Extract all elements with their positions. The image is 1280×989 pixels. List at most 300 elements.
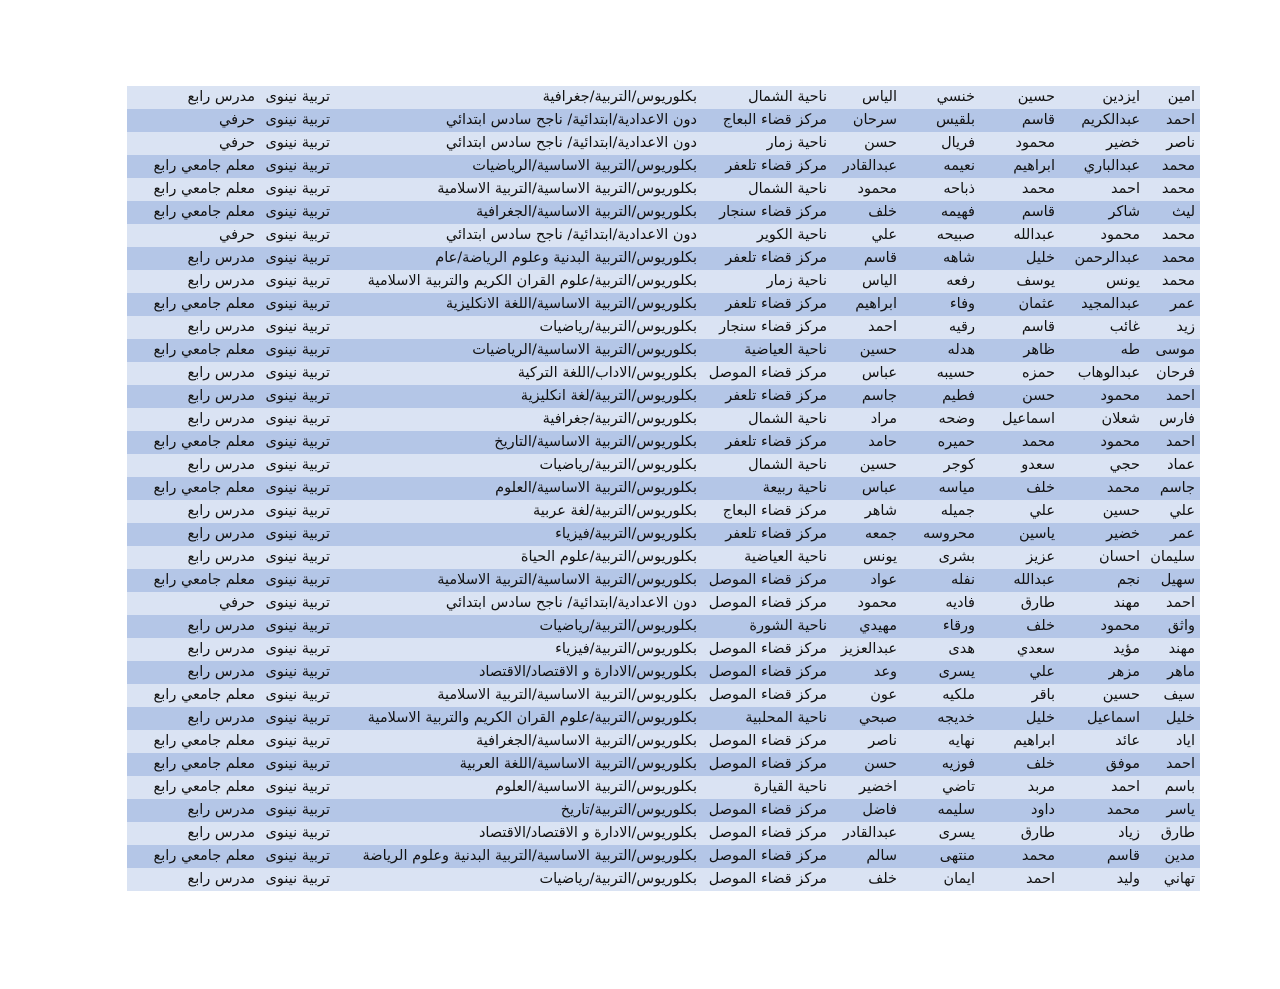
cell-grandfather-name: سعدي xyxy=(1016,641,1055,657)
cell-first-name: تهاني xyxy=(1163,871,1195,887)
table-row xyxy=(127,86,1200,109)
table-row xyxy=(127,247,1200,270)
cell-mother-name: بشرى xyxy=(938,549,975,565)
cell-qualification: بكلوريوس/التربية الاساسية/الرياضيات xyxy=(472,342,697,358)
cell-location: مركز قضاء تلعفر xyxy=(725,434,827,450)
cell-father-name: محمود xyxy=(1100,618,1140,634)
cell-location: مركز قضاء سنجار xyxy=(719,204,827,220)
table-row xyxy=(127,592,1200,615)
cell-directorate: تربية نينوى xyxy=(265,756,330,772)
cell-mother-name: فهيمه xyxy=(940,204,975,220)
table-row xyxy=(127,776,1200,799)
cell-first-name: احمد xyxy=(1166,112,1195,128)
cell-directorate: تربية نينوى xyxy=(265,480,330,496)
cell-qualification: بكلوريوس/التربية/رياضيات xyxy=(539,319,697,335)
cell-qualification: بكلوريوس/التربية/علوم القران الكريم والتربية الاسلامية xyxy=(367,710,697,726)
cell-first-name: ياسر xyxy=(1166,802,1195,818)
table-row xyxy=(127,569,1200,592)
cell-mother-father-name: حسن xyxy=(864,135,897,151)
cell-directorate: تربية نينوى xyxy=(265,158,330,174)
cell-location: ناحية المحلبية xyxy=(745,710,827,726)
cell-grade: معلم جامعي رابع xyxy=(153,848,255,864)
cell-first-name: عمر xyxy=(1169,526,1195,542)
cell-directorate: تربية نينوى xyxy=(265,549,330,565)
table-row xyxy=(127,132,1200,155)
cell-directorate: تربية نينوى xyxy=(265,319,330,335)
cell-father-name: طه xyxy=(1120,342,1140,358)
cell-father-name: مزهر xyxy=(1108,664,1140,680)
cell-mother-father-name: شاهر xyxy=(864,503,897,519)
cell-qualification: دون الاعدادية/ابتدائية/ ناجح سادس ابتدائي xyxy=(445,135,697,151)
cell-location: مركز قضاء البعاج xyxy=(722,112,827,128)
cell-qualification: بكلوريوس/التربية الاساسية/العلوم xyxy=(495,480,697,496)
cell-mother-name: هدى xyxy=(948,641,975,657)
cell-qualification: بكلوريوس/التربية/رياضيات xyxy=(539,457,697,473)
cell-first-name: محمد xyxy=(1161,227,1195,243)
cell-mother-father-name: احمد xyxy=(868,319,897,335)
cell-father-name: زياد xyxy=(1118,825,1140,841)
cell-directorate: تربية نينوى xyxy=(265,273,330,289)
cell-mother-name: وضحه xyxy=(938,411,975,427)
cell-first-name: احمد xyxy=(1166,595,1195,611)
cell-directorate: تربية نينوى xyxy=(265,733,330,749)
cell-father-name: ايزدين xyxy=(1102,89,1140,105)
cell-grade: مدرس رابع xyxy=(187,825,255,841)
cell-mother-father-name: عبدالقادر xyxy=(842,825,897,841)
cell-mother-name: فاديه xyxy=(945,595,975,611)
cell-qualification: بكلوريوس/التربية/علوم القران الكريم والتربية الاسلامية xyxy=(367,273,697,289)
cell-mother-father-name: فاضل xyxy=(862,802,897,818)
cell-location: ناحية الشمال xyxy=(748,411,827,427)
cell-mother-name: ورقاء xyxy=(942,618,975,634)
cell-directorate: تربية نينوى xyxy=(265,204,330,220)
cell-mother-father-name: سالم xyxy=(866,848,897,864)
cell-father-name: حجي xyxy=(1109,457,1140,473)
cell-mother-father-name: يونس xyxy=(862,549,897,565)
cell-qualification: بكلوريوس/التربية/فيزياء xyxy=(555,641,697,657)
cell-grandfather-name: يوسف xyxy=(1016,273,1055,289)
cell-mother-name: فوزيه xyxy=(941,756,975,772)
table-row xyxy=(127,408,1200,431)
cell-grade: معلم جامعي رابع xyxy=(153,158,255,174)
table-row xyxy=(127,707,1200,730)
cell-grandfather-name: ابراهيم xyxy=(1013,733,1055,749)
cell-grade: مدرس رابع xyxy=(187,388,255,404)
cell-location: ناحية الشمال xyxy=(748,181,827,197)
cell-mother-father-name: حسين xyxy=(859,457,897,473)
cell-grade: مدرس رابع xyxy=(187,871,255,887)
cell-grade: معلم جامعي رابع xyxy=(153,296,255,312)
cell-mother-name: ذباحه xyxy=(943,181,975,197)
cell-father-name: قاسم xyxy=(1106,848,1140,864)
cell-father-name: محمود xyxy=(1100,227,1140,243)
cell-first-name: فارس xyxy=(1158,411,1195,427)
cell-first-name: محمد xyxy=(1161,158,1195,174)
cell-father-name: عبدالرحمن xyxy=(1074,250,1140,266)
cell-grade: معلم جامعي رابع xyxy=(153,687,255,703)
cell-grade: مدرس رابع xyxy=(187,411,255,427)
cell-father-name: حسين xyxy=(1102,503,1140,519)
cell-grade: مدرس رابع xyxy=(187,618,255,634)
cell-grandfather-name: اسماعيل xyxy=(1002,411,1055,427)
cell-father-name: يونس xyxy=(1105,273,1140,289)
cell-grandfather-name: خليل xyxy=(1025,710,1055,726)
cell-qualification: بكلوريوس/التربية الاساسية/التربية الاسلامية xyxy=(437,687,697,703)
cell-mother-father-name: اخضير xyxy=(859,779,897,795)
cell-mother-father-name: عواد xyxy=(870,572,897,588)
cell-grade: حرفي xyxy=(219,227,255,243)
table-row xyxy=(127,799,1200,822)
cell-location: مركز قضاء الموصل xyxy=(708,756,827,772)
cell-mother-father-name: خلف xyxy=(868,204,897,220)
cell-qualification: بكلوريوس/الاداب/اللغة التركية xyxy=(517,365,697,381)
cell-directorate: تربية نينوى xyxy=(265,227,330,243)
cell-mother-father-name: حسين xyxy=(859,342,897,358)
cell-mother-name: خنسي xyxy=(936,89,975,105)
cell-location: مركز قضاء الموصل xyxy=(708,848,827,864)
cell-first-name: ليث xyxy=(1171,204,1195,220)
table-row xyxy=(127,661,1200,684)
cell-grade: مدرس رابع xyxy=(187,549,255,565)
cell-location: مركز قضاء الموصل xyxy=(708,641,827,657)
cell-directorate: تربية نينوى xyxy=(265,135,330,151)
cell-mother-father-name: قاسم xyxy=(863,250,897,266)
cell-grade: مدرس رابع xyxy=(187,710,255,726)
cell-grade: معلم جامعي رابع xyxy=(153,480,255,496)
cell-first-name: جاسم xyxy=(1159,480,1195,496)
cell-grade: حرفي xyxy=(219,595,255,611)
cell-mother-father-name: عون xyxy=(870,687,897,703)
cell-mother-father-name: جاسم xyxy=(861,388,897,404)
cell-mother-name: حسيبه xyxy=(936,365,975,381)
cell-mother-name: وفاء xyxy=(949,296,975,312)
cell-mother-father-name: عبدالقادر xyxy=(842,158,897,174)
cell-grandfather-name: عبدالله xyxy=(1013,572,1055,588)
cell-father-name: محمد xyxy=(1106,802,1140,818)
cell-mother-name: يسرى xyxy=(938,825,975,841)
cell-mother-name: فطيم xyxy=(942,388,975,404)
cell-grandfather-name: باقر xyxy=(1031,687,1055,703)
cell-father-name: اسماعيل xyxy=(1087,710,1140,726)
cell-first-name: سيف xyxy=(1163,687,1195,703)
cell-qualification: بكلوريوس/التربية/جغرافية xyxy=(542,411,697,427)
cell-first-name: امين xyxy=(1167,89,1195,105)
cell-directorate: تربية نينوى xyxy=(265,871,330,887)
cell-grade: مدرس رابع xyxy=(187,664,255,680)
cell-first-name: احمد xyxy=(1166,388,1195,404)
cell-father-name: احسان xyxy=(1099,549,1140,565)
cell-father-name: حسين xyxy=(1102,687,1140,703)
cell-location: مركز قضاء الموصل xyxy=(708,365,827,381)
cell-father-name: خضير xyxy=(1106,526,1140,542)
cell-mother-father-name: سرحان xyxy=(852,112,897,128)
cell-father-name: خضير xyxy=(1106,135,1140,151)
cell-father-name: احمد xyxy=(1111,181,1140,197)
cell-father-name: محمود xyxy=(1100,388,1140,404)
cell-grandfather-name: علي xyxy=(1029,664,1055,680)
cell-location: مركز قضاء الموصل xyxy=(708,687,827,703)
cell-first-name: ماهر xyxy=(1167,664,1195,680)
cell-mother-name: نهايه xyxy=(948,733,975,749)
cell-directorate: تربية نينوى xyxy=(265,342,330,358)
cell-qualification: بكلوريوس/التربية/رياضيات xyxy=(539,618,697,634)
cell-directorate: تربية نينوى xyxy=(265,802,330,818)
table-row xyxy=(127,753,1200,776)
cell-grandfather-name: عزيز xyxy=(1026,549,1055,565)
cell-qualification: دون الاعدادية/ابتدائية/ ناجح سادس ابتدائي xyxy=(445,227,697,243)
table-row xyxy=(127,362,1200,385)
cell-first-name: عمر xyxy=(1169,296,1195,312)
cell-qualification: دون الاعدادية/ابتدائية/ ناجح سادس ابتدائي xyxy=(445,112,697,128)
cell-grade: مدرس رابع xyxy=(187,250,255,266)
cell-mother-name: ملكيه xyxy=(942,687,975,703)
cell-grandfather-name: ابراهيم xyxy=(1013,158,1055,174)
cell-location: مركز قضاء الموصل xyxy=(708,871,827,887)
cell-qualification: بكلوريوس/التربية الاساسية/اللغة العربية xyxy=(459,756,697,772)
cell-location: مركز قضاء الموصل xyxy=(708,572,827,588)
cell-grade: معلم جامعي رابع xyxy=(153,572,255,588)
cell-directorate: تربية نينوى xyxy=(265,848,330,864)
table-row xyxy=(127,822,1200,845)
cell-grandfather-name: خلف xyxy=(1026,756,1055,772)
cell-qualification: بكلوريوس/التربية الاساسية/الرياضيات xyxy=(472,158,697,174)
cell-grandfather-name: ياسين xyxy=(1018,526,1055,542)
cell-location: ناحية ربيعة xyxy=(762,480,827,496)
cell-mother-name: يسرى xyxy=(938,664,975,680)
cell-grandfather-name: خلف xyxy=(1026,480,1055,496)
table-row xyxy=(127,845,1200,868)
cell-grade: حرفي xyxy=(219,135,255,151)
table-row xyxy=(127,546,1200,569)
cell-grandfather-name: محمد xyxy=(1021,181,1055,197)
cell-qualification: بكلوريوس/التربية الاساسية/اللغة الانكليزية xyxy=(445,296,697,312)
cell-mother-father-name: مراد xyxy=(870,411,897,427)
cell-grade: مدرس رابع xyxy=(187,365,255,381)
cell-father-name: مؤيد xyxy=(1113,641,1140,657)
cell-grade: مدرس رابع xyxy=(187,89,255,105)
cell-qualification: بكلوريوس/التربية/فيزياء xyxy=(555,526,697,542)
cell-mother-name: صبيحه xyxy=(936,227,975,243)
table-row xyxy=(127,615,1200,638)
cell-grandfather-name: قاسم xyxy=(1021,112,1055,128)
cell-grandfather-name: محمد xyxy=(1021,434,1055,450)
cell-location: ناحية الشورة xyxy=(749,618,827,634)
cell-mother-name: هدله xyxy=(947,342,975,358)
cell-mother-name: فريال xyxy=(941,135,975,151)
cell-grade: معلم جامعي رابع xyxy=(153,204,255,220)
table-row xyxy=(127,684,1200,707)
cell-mother-name: خديجه xyxy=(937,710,975,726)
cell-qualification: بكلوريوس/التربية/تاريخ xyxy=(560,802,697,818)
cell-grade: معلم جامعي رابع xyxy=(153,181,255,197)
cell-directorate: تربية نينوى xyxy=(265,526,330,542)
cell-location: مركز قضاء تلعفر xyxy=(725,158,827,174)
cell-mother-father-name: محمود xyxy=(857,595,897,611)
cell-directorate: تربية نينوى xyxy=(265,664,330,680)
cell-grandfather-name: حسن xyxy=(1022,388,1055,404)
table-row xyxy=(127,316,1200,339)
cell-first-name: علي xyxy=(1169,503,1195,519)
cell-father-name: شاكر xyxy=(1108,204,1140,220)
cell-first-name: احمد xyxy=(1166,434,1195,450)
cell-location: مركز قضاء الموصل xyxy=(708,802,827,818)
cell-mother-father-name: عباس xyxy=(861,480,897,496)
cell-mother-father-name: وعد xyxy=(873,664,897,680)
cell-directorate: تربية نينوى xyxy=(265,181,330,197)
employee-table xyxy=(127,86,1200,891)
table-row xyxy=(127,523,1200,546)
cell-mother-father-name: عباس xyxy=(861,365,897,381)
cell-grandfather-name: خلف xyxy=(1026,618,1055,634)
cell-mother-father-name: حسن xyxy=(864,756,897,772)
table-row xyxy=(127,638,1200,661)
cell-mother-name: كوجر xyxy=(943,457,975,473)
cell-first-name: مدين xyxy=(1164,848,1195,864)
cell-father-name: محمد xyxy=(1106,480,1140,496)
cell-qualification: بكلوريوس/التربية الاساسية/الجغرافية xyxy=(475,733,697,749)
cell-directorate: تربية نينوى xyxy=(265,411,330,427)
cell-location: ناحية الشمال xyxy=(748,457,827,473)
cell-grade: معلم جامعي رابع xyxy=(153,779,255,795)
cell-father-name: محمود xyxy=(1100,434,1140,450)
cell-directorate: تربية نينوى xyxy=(265,595,330,611)
cell-grandfather-name: مربد xyxy=(1027,779,1055,795)
cell-qualification: دون الاعدادية/ابتدائية/ ناجح سادس ابتدائي xyxy=(445,595,697,611)
cell-directorate: تربية نينوى xyxy=(265,89,330,105)
cell-qualification: بكلوريوس/التربية الاساسية/التربية الاسلامية xyxy=(437,572,697,588)
cell-mother-name: مياسه xyxy=(938,480,975,496)
cell-mother-father-name: الياس xyxy=(862,273,897,289)
cell-qualification: بكلوريوس/التربية الاساسية/العلوم xyxy=(495,779,697,795)
cell-father-name: عبدالكريم xyxy=(1081,112,1140,128)
cell-first-name: باسم xyxy=(1164,779,1195,795)
cell-directorate: تربية نينوى xyxy=(265,365,330,381)
cell-location: مركز قضاء الموصل xyxy=(708,595,827,611)
cell-grandfather-name: حمزه xyxy=(1022,365,1055,381)
table-row xyxy=(127,385,1200,408)
cell-father-name: عبدالباري xyxy=(1083,158,1140,174)
cell-grade: معلم جامعي رابع xyxy=(153,756,255,772)
cell-directorate: تربية نينوى xyxy=(265,618,330,634)
cell-first-name: محمد xyxy=(1161,250,1195,266)
cell-location: مركز قضاء تلعفر xyxy=(725,296,827,312)
cell-grandfather-name: قاسم xyxy=(1021,319,1055,335)
cell-grandfather-name: داود xyxy=(1031,802,1055,818)
cell-father-name: احمد xyxy=(1111,779,1140,795)
cell-directorate: تربية نينوى xyxy=(265,503,330,519)
cell-qualification: بكلوريوس/التربية/لغة انكليزية xyxy=(520,388,697,404)
cell-first-name: واثق xyxy=(1167,618,1195,634)
cell-qualification: بكلوريوس/التربية/جغرافية xyxy=(542,89,697,105)
cell-directorate: تربية نينوى xyxy=(265,457,330,473)
cell-grade: معلم جامعي رابع xyxy=(153,342,255,358)
cell-directorate: تربية نينوى xyxy=(265,825,330,841)
cell-mother-name: منتهى xyxy=(939,848,975,864)
cell-grandfather-name: عبدالله xyxy=(1013,227,1055,243)
cell-father-name: شعلان xyxy=(1101,411,1140,427)
table-row xyxy=(127,454,1200,477)
cell-qualification: بكلوريوس/التربية/رياضيات xyxy=(539,871,697,887)
cell-mother-name: ايمان xyxy=(943,871,975,887)
cell-father-name: نجم xyxy=(1116,572,1140,588)
cell-qualification: بكلوريوس/التربية/علوم الحياة xyxy=(520,549,697,565)
cell-directorate: تربية نينوى xyxy=(265,434,330,450)
cell-mother-father-name: ناصر xyxy=(868,733,897,749)
cell-location: ناحية العياضية xyxy=(744,549,827,565)
cell-location: ناحية زمار xyxy=(766,273,827,289)
cell-grandfather-name: علي xyxy=(1029,503,1055,519)
cell-grade: مدرس رابع xyxy=(187,503,255,519)
cell-qualification: بكلوريوس/التربية الاساسية/التربية الاسلامية xyxy=(437,181,697,197)
cell-mother-name: محروسه xyxy=(922,526,975,542)
cell-location: مركز قضاء الموصل xyxy=(708,825,827,841)
cell-directorate: تربية نينوى xyxy=(265,388,330,404)
cell-mother-father-name: حامد xyxy=(868,434,897,450)
cell-mother-father-name: صبحي xyxy=(858,710,897,726)
cell-first-name: ناصر xyxy=(1166,135,1195,151)
cell-first-name: احمد xyxy=(1166,756,1195,772)
cell-directorate: تربية نينوى xyxy=(265,779,330,795)
cell-directorate: تربية نينوى xyxy=(265,296,330,312)
cell-grandfather-name: محمد xyxy=(1021,848,1055,864)
table-row xyxy=(127,293,1200,316)
table-row xyxy=(127,868,1200,891)
cell-father-name: موفق xyxy=(1105,756,1140,772)
cell-first-name: زيد xyxy=(1176,319,1195,335)
cell-first-name: عماد xyxy=(1167,457,1195,473)
table-row xyxy=(127,270,1200,293)
cell-grade: مدرس رابع xyxy=(187,802,255,818)
cell-mother-father-name: علي xyxy=(871,227,897,243)
cell-grandfather-name: ظاهر xyxy=(1023,342,1055,358)
cell-father-name: غائب xyxy=(1109,319,1140,335)
cell-mother-father-name: الياس xyxy=(862,89,897,105)
cell-first-name: مهند xyxy=(1168,641,1195,657)
cell-first-name: موسى xyxy=(1155,342,1195,358)
table-row xyxy=(127,224,1200,247)
table-row xyxy=(127,500,1200,523)
cell-location: ناحية القيارة xyxy=(753,779,827,795)
cell-first-name: محمد xyxy=(1161,273,1195,289)
cell-location: مركز قضاء البعاج xyxy=(722,503,827,519)
cell-qualification: بكلوريوس/الادارة و الاقتصاد/الاقتصاد xyxy=(478,664,697,680)
cell-grandfather-name: طارق xyxy=(1020,825,1055,841)
cell-location: مركز قضاء الموصل xyxy=(708,664,827,680)
cell-location: ناحية الكوير xyxy=(756,227,827,243)
cell-qualification: بكلوريوس/التربية الاساسية/الجغرافية xyxy=(475,204,697,220)
cell-location: ناحية الشمال xyxy=(748,89,827,105)
cell-qualification: بكلوريوس/التربية الاساسية/التربية البدنية وعلوم الرياضة xyxy=(362,848,697,864)
cell-grade: معلم جامعي رابع xyxy=(153,434,255,450)
table-row xyxy=(127,178,1200,201)
table-row xyxy=(127,477,1200,500)
cell-mother-father-name: عبدالعزيز xyxy=(840,641,897,657)
cell-qualification: بكلوريوس/الادارة و الاقتصاد/الاقتصاد xyxy=(478,825,697,841)
cell-first-name: سهيل xyxy=(1160,572,1195,588)
cell-first-name: محمد xyxy=(1161,181,1195,197)
cell-grandfather-name: محمود xyxy=(1015,135,1055,151)
cell-grandfather-name: طارق xyxy=(1020,595,1055,611)
cell-grandfather-name: خليل xyxy=(1025,250,1055,266)
cell-mother-name: جميله xyxy=(940,503,975,519)
table-row xyxy=(127,431,1200,454)
table-row xyxy=(127,201,1200,224)
cell-first-name: فرحان xyxy=(1156,365,1195,381)
cell-mother-name: نعيمه xyxy=(943,158,975,174)
cell-mother-name: تاضي xyxy=(942,779,975,795)
cell-mother-name: سليمه xyxy=(937,802,975,818)
cell-grade: معلم جامعي رابع xyxy=(153,733,255,749)
